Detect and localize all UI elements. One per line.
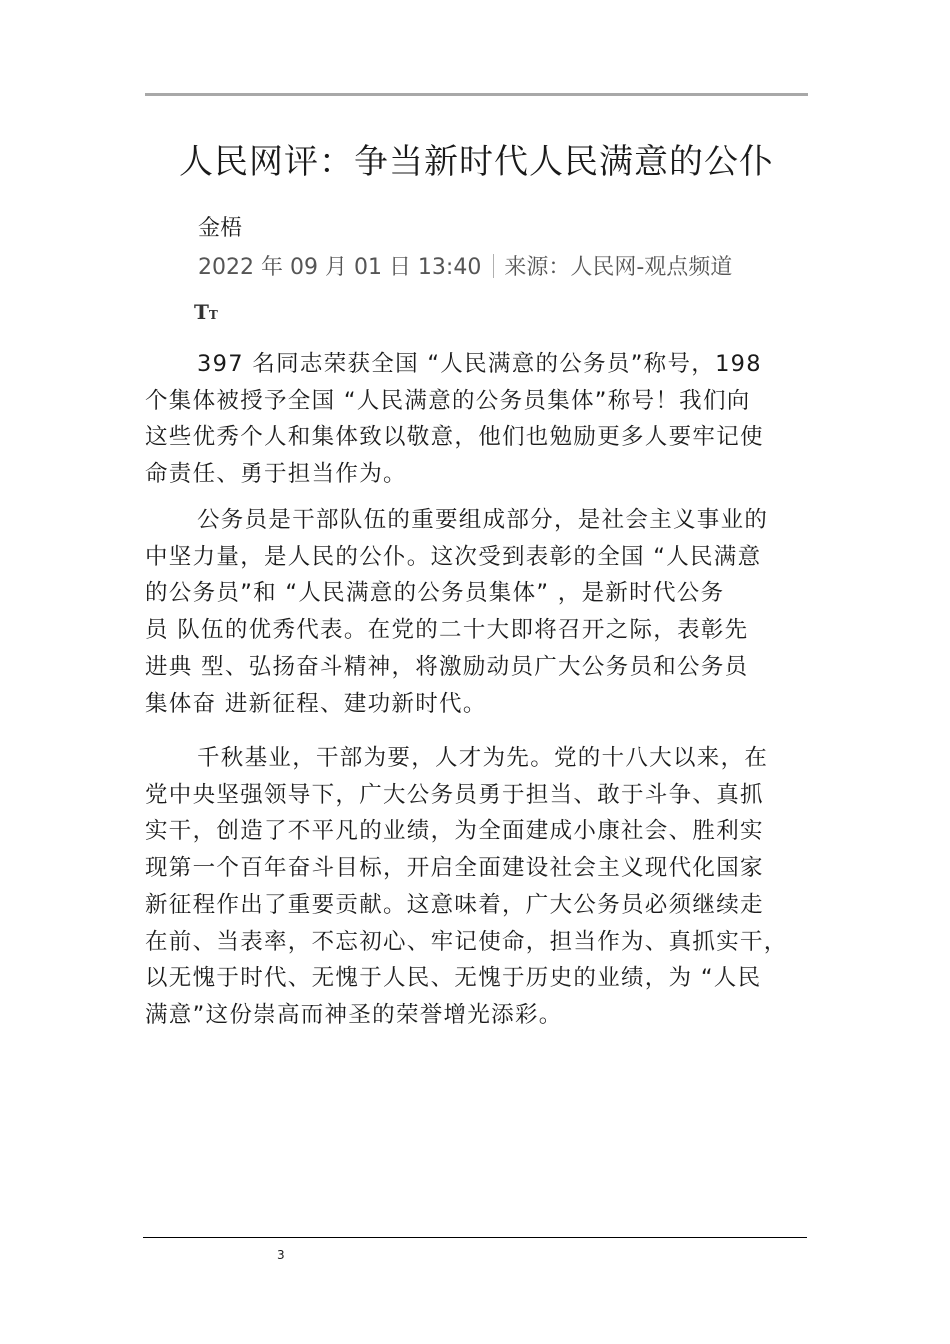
paragraph-line: 397 名同志荣获全国 “人民满意的公务员”称号，198 — [197, 351, 762, 377]
paragraph-line: 个集体被授予全国 “人民满意的公务员集体”称号！我们向 — [145, 387, 751, 414]
paragraph-line: 员 队伍的优秀代表。在党的二十大即将召开之际，表彰先 — [145, 617, 749, 644]
paragraph-line: 在前、当表率，不忘初心、牢记使命，担当作为、真抓实干， — [145, 928, 788, 955]
article-meta — [198, 252, 732, 284]
font-size-icon-large-t: T — [194, 300, 209, 324]
page-number: 3 — [277, 1248, 285, 1262]
publish-date: 2022 年 09 月 01 日 13:40 — [198, 255, 482, 280]
footer-divider — [143, 1237, 807, 1238]
paragraph-line: 进典 型、弘扬奋斗精神，将激励动员广大公务员和公务员 — [145, 653, 749, 680]
font-size-icon[interactable] — [194, 300, 218, 324]
paragraph-line: 中坚力量，是人民的公仆。这次受到表彰的全国 “人民满意 — [145, 543, 762, 570]
paragraph-line: 集体奋 进新征程、建功新时代。 — [145, 690, 487, 717]
meta-separator — [493, 254, 494, 278]
paragraph-line: 公务员是干部队伍的重要组成部分，是社会主义事业的 — [197, 507, 769, 533]
paragraph-line: 新征程作出了重要贡献。这意味着，广大公务员必须继续走 — [145, 891, 764, 918]
paragraph-line: 党中央坚强领导下，广大公务员勇于担当、敢于斗争、真抓 — [145, 781, 764, 808]
article-title: 人民网评：争当新时代人民满意的公仆 — [179, 142, 774, 182]
font-size-icon-small-t: T — [208, 308, 218, 322]
paragraph-line: 这些优秀个人和集体致以敬意，他们也勉励更多人要牢记使 — [145, 424, 764, 451]
paragraph-line: 实干，创造了不平凡的业绩，为全面建成小康社会、胜利实 — [145, 818, 764, 845]
article-paragraph-3 — [145, 740, 810, 1034]
article-source: 来源：人民网-观点频道 — [504, 255, 733, 280]
paragraph-line: 命责任、勇于担当作为。 — [145, 461, 407, 488]
article-paragraph-1 — [145, 346, 810, 493]
paragraph-line: 的公务员”和 “人民满意的公务员集体” ，是新时代公务 — [145, 580, 725, 607]
paragraph-line: 千秋基业，干部为要，人才为先。党的十八大以来，在 — [197, 745, 769, 771]
article-author: 金梧 — [198, 216, 243, 241]
top-divider — [145, 93, 808, 96]
paragraph-line: 现第一个百年奋斗目标，开启全面建设社会主义现代化国家 — [145, 855, 764, 882]
article-paragraph-2 — [145, 502, 810, 722]
paragraph-line: 以无愧于时代、无愧于人民、无愧于历史的业绩，为 “人民 — [145, 965, 762, 992]
paragraph-line: 满意”这份崇高而神圣的荣誉增光添彩。 — [145, 1001, 563, 1028]
